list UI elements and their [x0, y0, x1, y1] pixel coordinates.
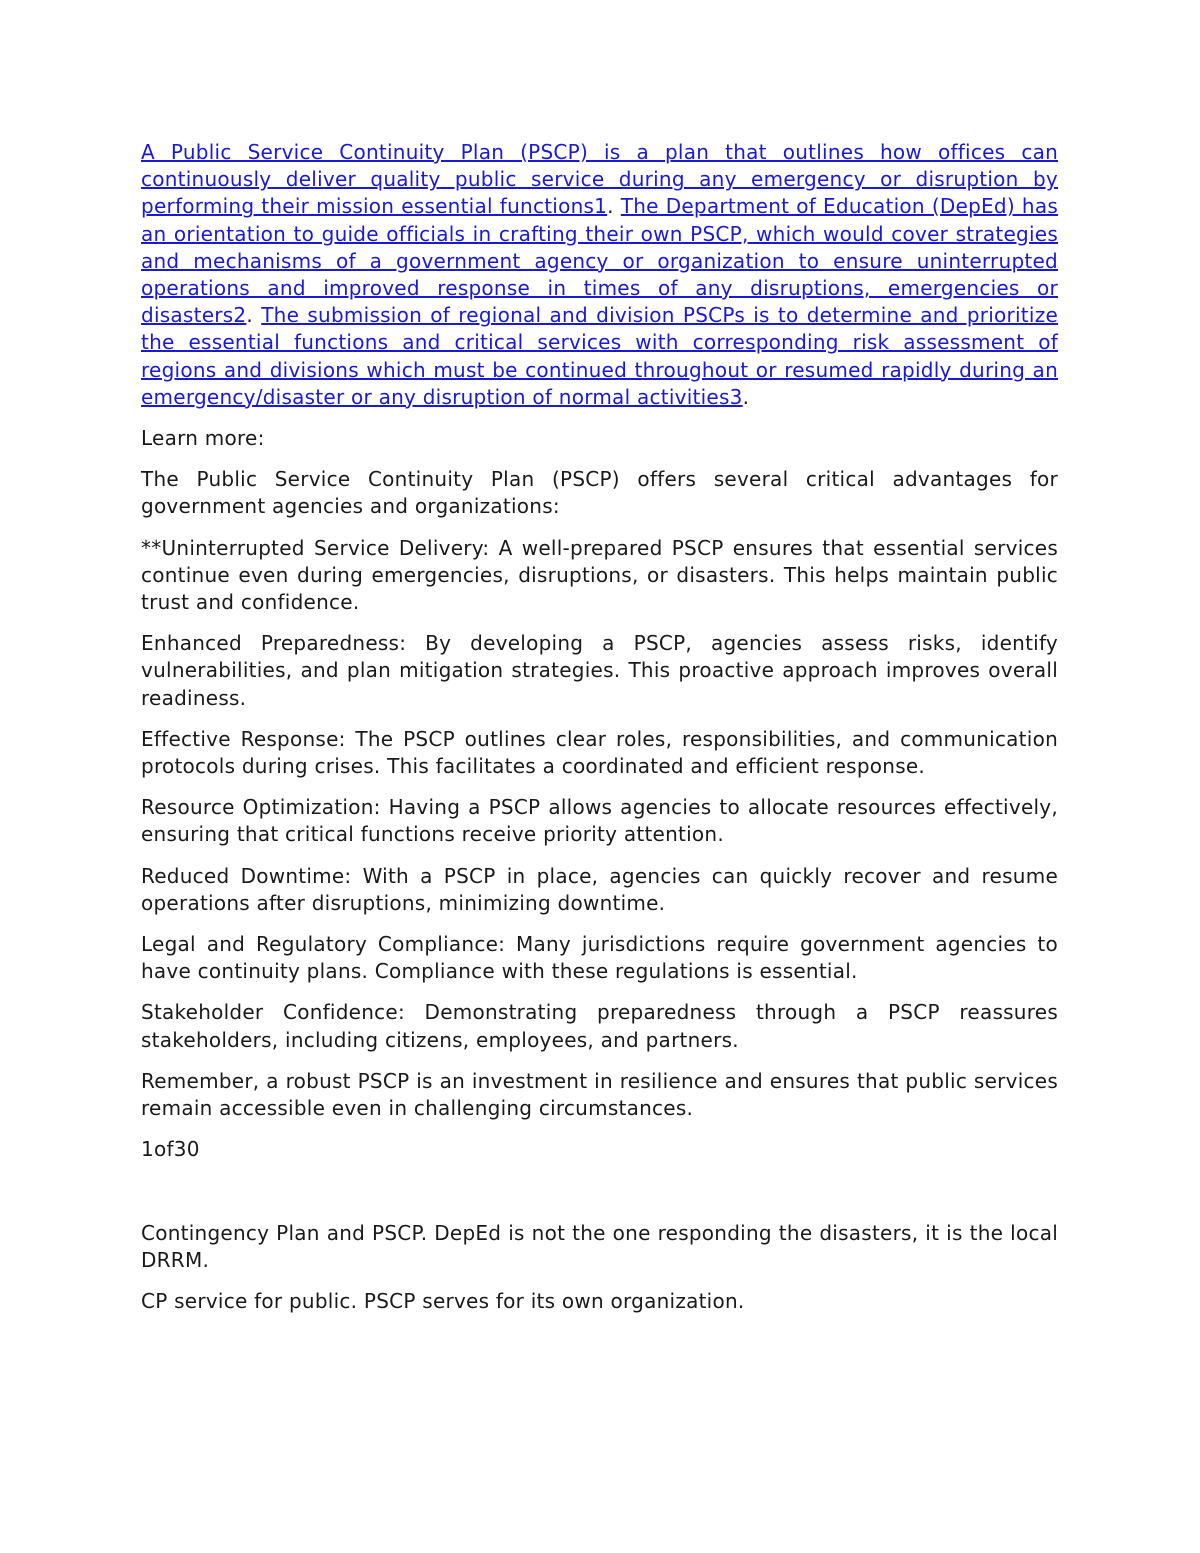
benefit-reduced-downtime: Reduced Downtime: With a PSCP in place, agencies can quickly recover and resume operations after disruptions, minimizing downtime.: [141, 863, 1058, 915]
benefits-intro: The Public Service Continuity Plan (PSCP) offers several critical advantages for government agencies and organizations:: [141, 467, 1058, 519]
reference-link-3[interactable]: The submission of regional and division PSCPs is to determine and prioritize the essential functions and critical services with corresponding risk assessment of regions and divisions which must be continued throughout or resumed rapidly during an emergency/disaster or any disruption of normal activities3: [141, 303, 1059, 409]
page-indicator: 1of30: [141, 1137, 200, 1162]
benefit-uninterrupted-service: **Uninterrupted Service Delivery: A well-prepared PSCP ensures that essential services continue even during emergencies, disruptions, or disasters. This helps maintain public trust and confidence.: [141, 535, 1058, 615]
intro-separator-2: .: [246, 303, 262, 328]
learn-more-heading: Learn more:: [141, 426, 265, 451]
intro-paragraph: [141, 139, 1058, 411]
benefit-stakeholder-confidence: Stakeholder Confidence: Demonstrating preparedness through a PSCP reassures stakeholders, including citizens, employees, and partners.: [141, 1000, 1058, 1052]
reference-link-1[interactable]: A Public Service Continuity Plan (PSCP) is a plan that outlines how offices can continuously deliver quality public service during any emergency or disruption by performing their mission essential functions1: [141, 140, 1058, 219]
benefit-legal-compliance: Legal and Regulatory Compliance: Many jurisdictions require government agencies to have continuity plans. Compliance with these regulations is essential.: [141, 932, 1058, 984]
closing-remark: Remember, a robust PSCP is an investment in resilience and ensures that public services remain accessible even in challenging circumstances.: [141, 1068, 1058, 1121]
document-page: [141, 139, 1058, 1329]
benefit-effective-response: Effective Response: The PSCP outlines clear roles, responsibilities, and communication protocols during crises. This facilitates a coordinated and efficient response.: [141, 726, 1058, 779]
benefit-resource-optimization: Resource Optimization: Having a PSCP allows agencies to allocate resources effectively, ensuring that critical functions receive priority attention.: [141, 795, 1058, 847]
intro-end: .: [742, 384, 750, 409]
reference-link-2[interactable]: The Department of Education (DepEd) has an orientation to guide officials in crafting their own PSCP, which would cover strategies and mechanisms of a government agency or organization to ensure uninterrupted operations and improved response in times of any disruptions, emergencies or disasters2: [141, 194, 1059, 328]
benefit-enhanced-preparedness: Enhanced Preparedness: By developing a PSCP, agencies assess risks, identify vulnerabilities, and plan mitigation strategies. This proactive approach improves overall readiness.: [141, 631, 1058, 710]
intro-separator-1: .: [607, 194, 621, 219]
note-cp-service: CP service for public. PSCP serves for its own organization.: [141, 1288, 745, 1313]
note-contingency-plan: Contingency Plan and PSCP. DepEd is not the one responding the disasters, it is the local DRRM.: [141, 1220, 1058, 1272]
